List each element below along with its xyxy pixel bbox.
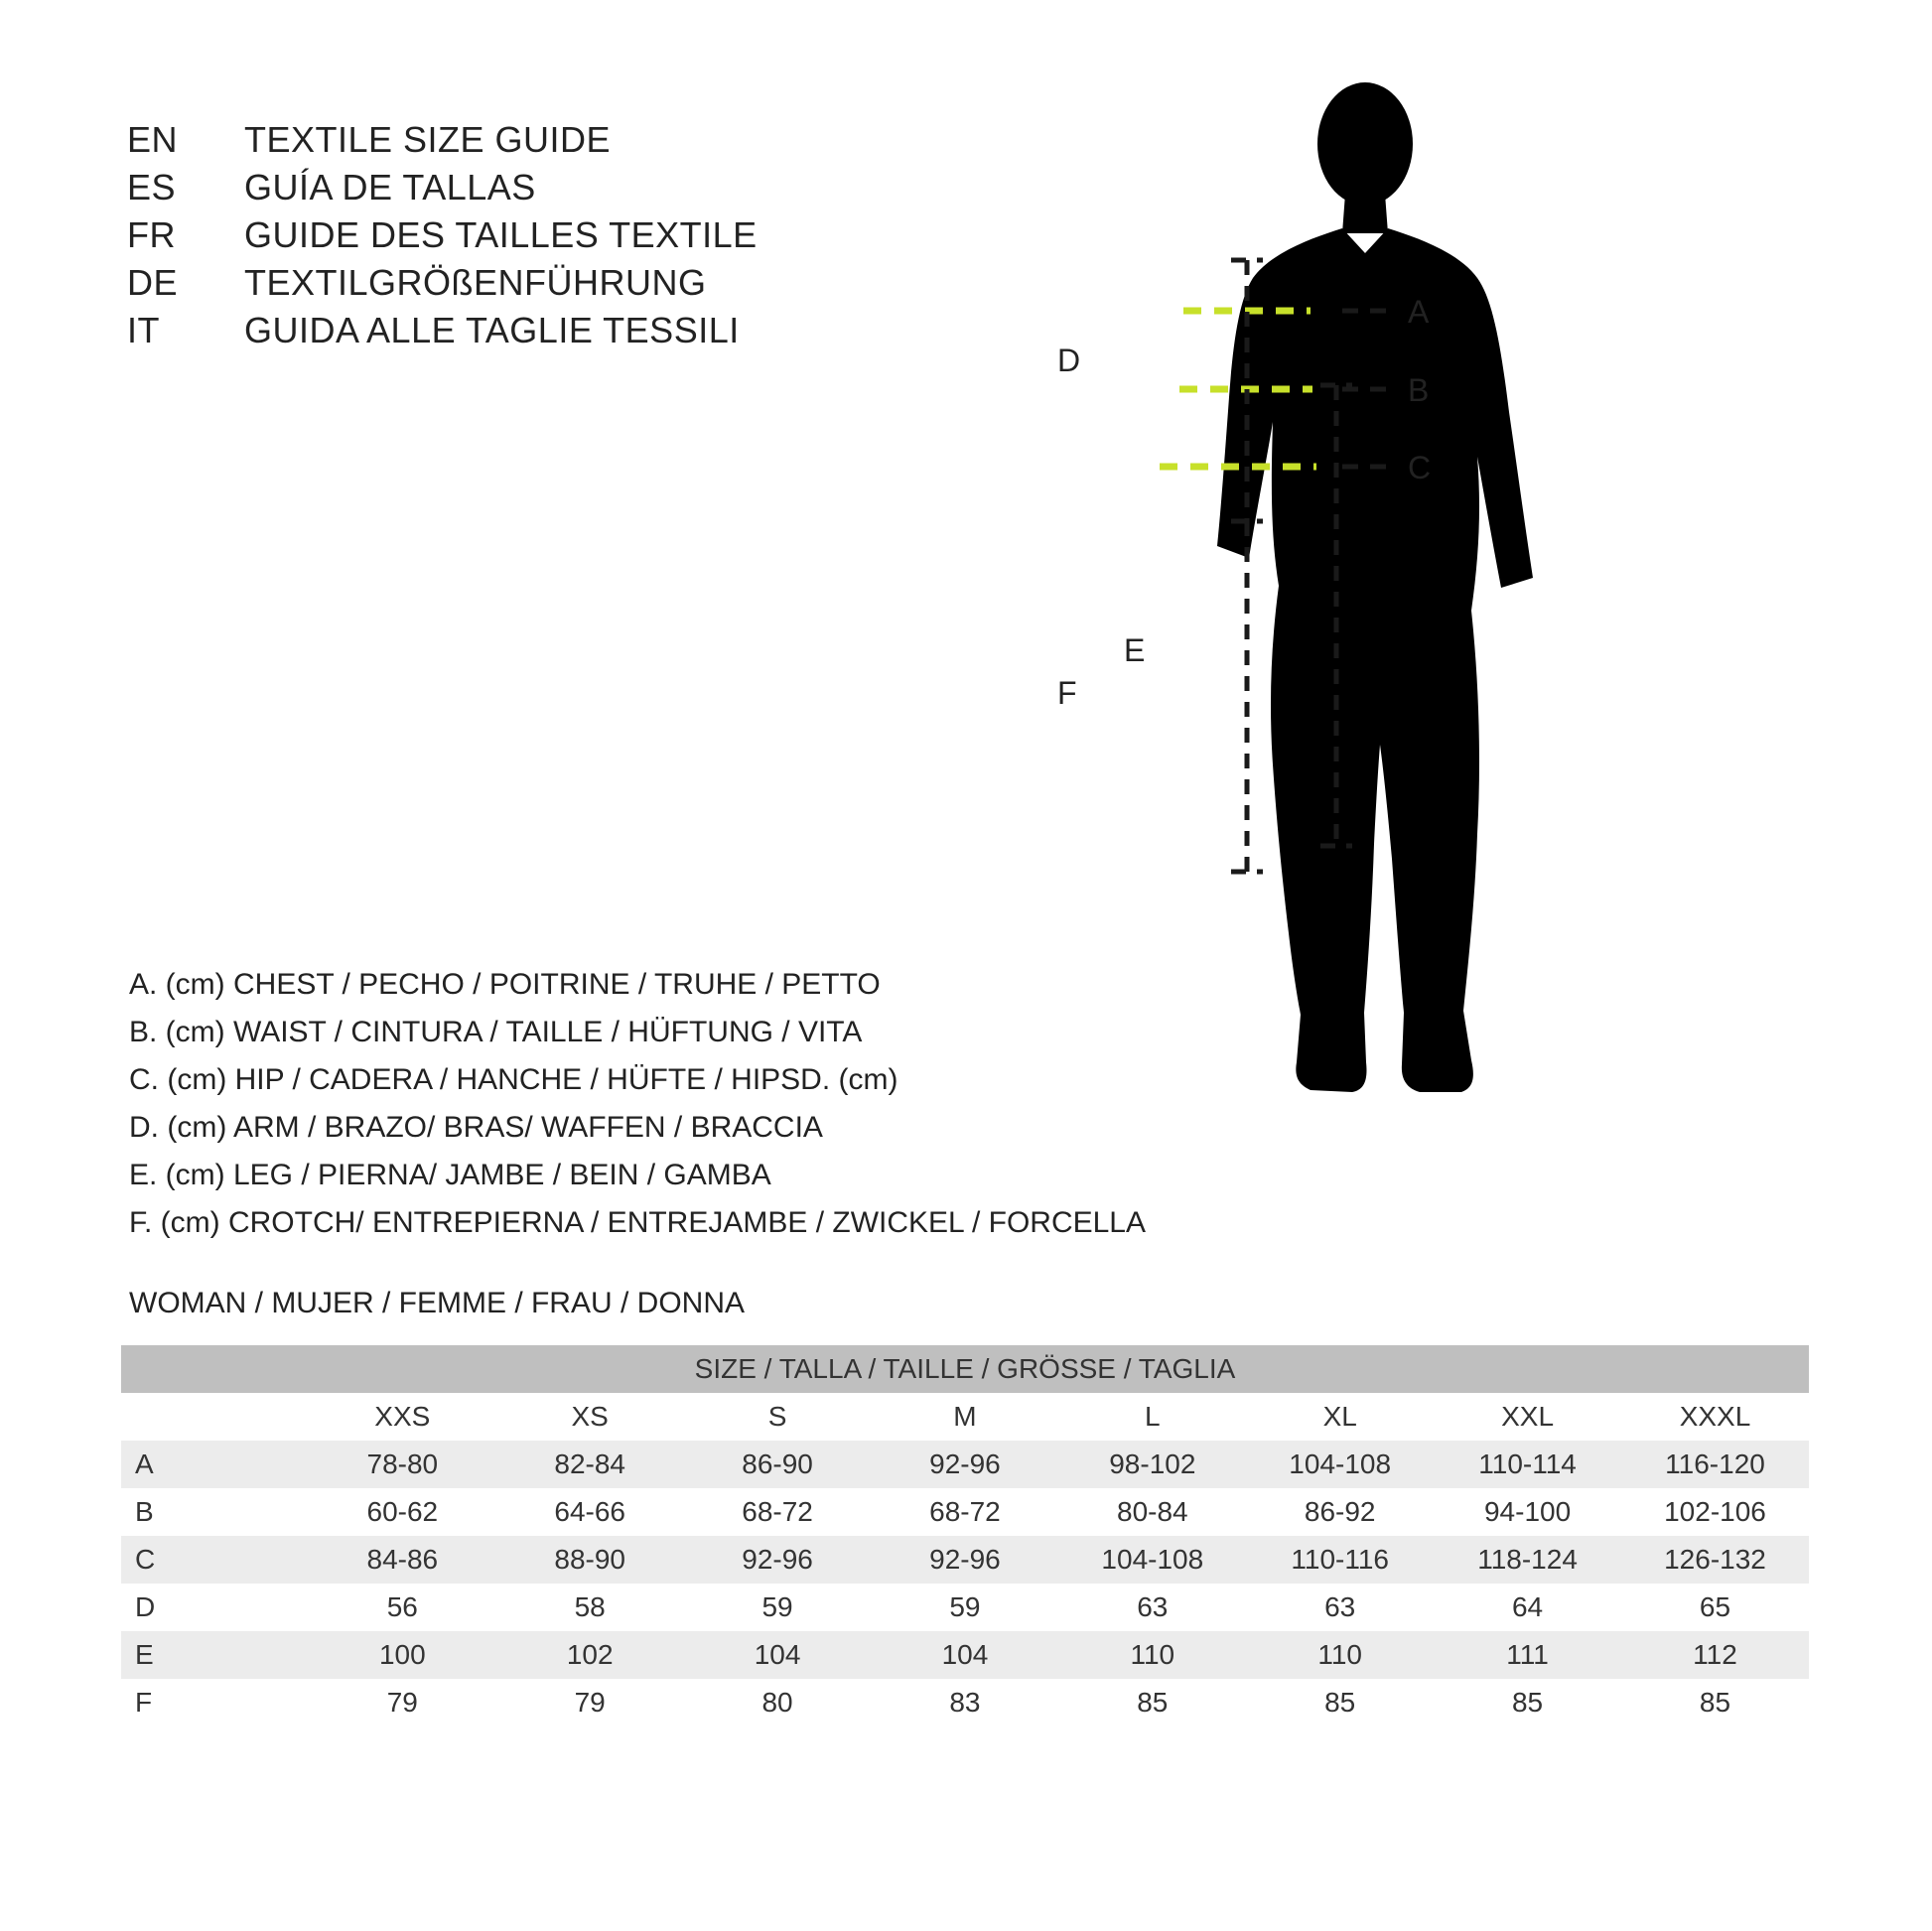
size-header-s: S bbox=[684, 1393, 872, 1441]
cell-c-s: 92-96 bbox=[684, 1536, 872, 1584]
title-row bbox=[127, 119, 941, 161]
cell-b-l: 80-84 bbox=[1058, 1488, 1246, 1536]
cell-b-xxl: 94-100 bbox=[1434, 1488, 1621, 1536]
row-label-b: B bbox=[121, 1488, 309, 1536]
title-text-es: GUÍA DE TALLAS bbox=[244, 167, 536, 207]
label-chest-a: A bbox=[1408, 294, 1430, 330]
cell-e-xxl: 111 bbox=[1434, 1631, 1621, 1679]
title-lang-fr: FR bbox=[127, 214, 176, 255]
cell-e-xs: 102 bbox=[496, 1631, 684, 1679]
cell-b-xl: 86-92 bbox=[1246, 1488, 1434, 1536]
size-header-xxs: XXS bbox=[309, 1393, 496, 1441]
title-lang-it: IT bbox=[127, 310, 160, 350]
cell-e-m: 104 bbox=[872, 1631, 1059, 1679]
cell-e-s: 104 bbox=[684, 1631, 872, 1679]
size-header-xxl: XXL bbox=[1434, 1393, 1621, 1441]
row-label-f: F bbox=[121, 1679, 309, 1726]
cell-e-xxs: 100 bbox=[309, 1631, 496, 1679]
cell-d-xxs: 56 bbox=[309, 1584, 496, 1631]
cell-f-xxxl: 85 bbox=[1621, 1679, 1809, 1726]
legend-item-f: F. (cm) CROTCH/ ENTREPIERNA / ENTREJAMBE / ZWICKEL / FORCELLA bbox=[129, 1206, 1146, 1239]
table-row bbox=[121, 1631, 1809, 1679]
table-row bbox=[121, 1584, 1809, 1631]
header-corner bbox=[121, 1393, 309, 1441]
cell-a-xl: 104-108 bbox=[1246, 1441, 1434, 1488]
size-chart-table bbox=[121, 1345, 1809, 1726]
row-label-d: D bbox=[121, 1584, 309, 1631]
title-row bbox=[127, 262, 941, 304]
cell-a-xxxl: 116-120 bbox=[1621, 1441, 1809, 1488]
legend-item-e: E. (cm) LEG / PIERNA/ JAMBE / BEIN / GAMBA bbox=[129, 1159, 771, 1191]
row-label-e: E bbox=[121, 1631, 309, 1679]
table-band-header-label: SIZE / TALLA / TAILLE / GRÖSSE / TAGLIA bbox=[121, 1345, 1809, 1393]
cell-f-xs: 79 bbox=[496, 1679, 684, 1726]
cell-c-xs: 88-90 bbox=[496, 1536, 684, 1584]
title-text-en: TEXTILE SIZE GUIDE bbox=[244, 119, 612, 160]
cell-f-s: 80 bbox=[684, 1679, 872, 1726]
legend-item-d: D. (cm) ARM / BRAZO/ BRAS/ WAFFEN / BRACCIA bbox=[129, 1111, 823, 1144]
section-label-woman: WOMAN / MUJER / FEMME / FRAU / DONNA bbox=[129, 1287, 745, 1319]
cell-a-xxs: 78-80 bbox=[309, 1441, 496, 1488]
legend-item-b: B. (cm) WAIST / CINTURA / TAILLE / HÜFTUNG / VITA bbox=[129, 1016, 863, 1048]
cell-a-xs: 82-84 bbox=[496, 1441, 684, 1488]
row-label-a: A bbox=[121, 1441, 309, 1488]
title-row bbox=[127, 310, 941, 351]
cell-b-s: 68-72 bbox=[684, 1488, 872, 1536]
cell-d-xxxl: 65 bbox=[1621, 1584, 1809, 1631]
cell-e-l: 110 bbox=[1058, 1631, 1246, 1679]
table-row bbox=[121, 1536, 1809, 1584]
label-leg-e: E bbox=[1124, 632, 1146, 668]
cell-d-xl: 63 bbox=[1246, 1584, 1434, 1631]
title-text-it: GUIDA ALLE TAGLIE TESSILI bbox=[244, 310, 740, 350]
cell-f-xxl: 85 bbox=[1434, 1679, 1621, 1726]
size-header-m: M bbox=[872, 1393, 1059, 1441]
cell-d-xs: 58 bbox=[496, 1584, 684, 1631]
cell-f-l: 85 bbox=[1058, 1679, 1246, 1726]
label-waist-b: B bbox=[1408, 372, 1430, 408]
cell-d-xxl: 64 bbox=[1434, 1584, 1621, 1631]
title-text-fr: GUIDE DES TAILLES TEXTILE bbox=[244, 214, 758, 255]
arm-bracket bbox=[1231, 260, 1263, 872]
size-header-l: L bbox=[1058, 1393, 1246, 1441]
label-hip-c: C bbox=[1408, 450, 1432, 485]
cell-d-l: 63 bbox=[1058, 1584, 1246, 1631]
cell-d-s: 59 bbox=[684, 1584, 872, 1631]
cell-e-xl: 110 bbox=[1246, 1631, 1434, 1679]
cell-b-xxs: 60-62 bbox=[309, 1488, 496, 1536]
table-row bbox=[121, 1679, 1809, 1726]
title-block bbox=[127, 119, 941, 357]
title-lang-en: EN bbox=[127, 119, 179, 160]
cell-a-m: 92-96 bbox=[872, 1441, 1059, 1488]
cell-b-xxxl: 102-106 bbox=[1621, 1488, 1809, 1536]
legend-item-a: A. (cm) CHEST / PECHO / POITRINE / TRUHE / PETTO bbox=[129, 968, 881, 1001]
label-arm-d: D bbox=[1057, 343, 1081, 378]
dimension-brackets-overlay bbox=[1122, 69, 1876, 1201]
table-row bbox=[121, 1441, 1809, 1488]
cell-a-xxl: 110-114 bbox=[1434, 1441, 1621, 1488]
title-row bbox=[127, 214, 941, 256]
title-lang-de: DE bbox=[127, 262, 179, 303]
table-header-row bbox=[121, 1393, 1809, 1441]
size-header-xs: XS bbox=[496, 1393, 684, 1441]
cell-c-l: 104-108 bbox=[1058, 1536, 1246, 1584]
cell-c-m: 92-96 bbox=[872, 1536, 1059, 1584]
cell-b-xs: 64-66 bbox=[496, 1488, 684, 1536]
cell-b-m: 68-72 bbox=[872, 1488, 1059, 1536]
cell-a-s: 86-90 bbox=[684, 1441, 872, 1488]
cell-c-xxl: 118-124 bbox=[1434, 1536, 1621, 1584]
cell-d-m: 59 bbox=[872, 1584, 1059, 1631]
leg-bracket bbox=[1320, 385, 1352, 846]
title-lang-es: ES bbox=[127, 167, 177, 207]
cell-c-xl: 110-116 bbox=[1246, 1536, 1434, 1584]
cell-c-xxs: 84-86 bbox=[309, 1536, 496, 1584]
cell-c-xxxl: 126-132 bbox=[1621, 1536, 1809, 1584]
title-row bbox=[127, 167, 941, 208]
row-label-c: C bbox=[121, 1536, 309, 1584]
legend-item-c: C. (cm) HIP / CADERA / HANCHE / HÜFTE / HIPSD. (cm) bbox=[129, 1063, 898, 1096]
size-header-xxxl: XXXL bbox=[1621, 1393, 1809, 1441]
cell-e-xxxl: 112 bbox=[1621, 1631, 1809, 1679]
label-crotch-f: F bbox=[1057, 675, 1077, 711]
table-band-header bbox=[121, 1345, 1809, 1393]
measurement-legend bbox=[129, 961, 1181, 1247]
title-text-de: TEXTILGRÖßENFÜHRUNG bbox=[244, 262, 707, 303]
cell-a-l: 98-102 bbox=[1058, 1441, 1246, 1488]
table-row bbox=[121, 1488, 1809, 1536]
size-header-xl: XL bbox=[1246, 1393, 1434, 1441]
cell-f-m: 83 bbox=[872, 1679, 1059, 1726]
cell-f-xxs: 79 bbox=[309, 1679, 496, 1726]
cell-f-xl: 85 bbox=[1246, 1679, 1434, 1726]
